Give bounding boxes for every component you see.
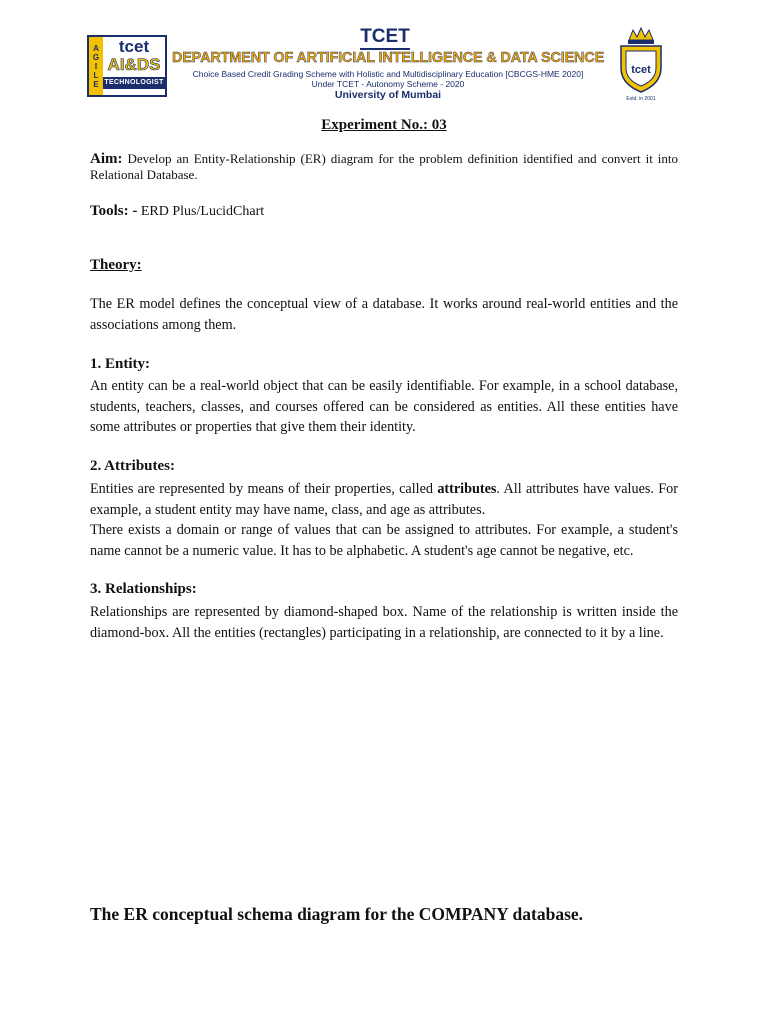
- aim-text: Develop an Entity-Relationship (ER) diagram for the problem definition identified and convert it into Relational Database.: [90, 151, 679, 182]
- theory-heading: Theory:: [90, 257, 142, 273]
- attributes-text-before: Entities are represented by means of their properties, called: [90, 481, 438, 497]
- attributes-text2: There exists a domain or range of values that can be assigned to attributes. For example, a student's name cannot be a numeric value. It has to be alphabetic. A student's age cannot be negative, etc.: [90, 522, 678, 560]
- seal-estd: Estd. in 2001: [626, 96, 656, 102]
- aim-section: [90, 151, 678, 183]
- seal-text: tcet: [631, 64, 651, 76]
- attributes-text-after: . All attributes have values. For example, a student entity may have name, class, and age as attributes.: [90, 481, 678, 518]
- agile-label: A G I L E: [89, 37, 103, 95]
- tools-label: Tools: -: [90, 203, 138, 219]
- entity-text: An entity can be a real-world object that can be easily identifiable. For example, in a school database, students, teachers, classes, and courses offered can be considered as entities. All these entities have some attributes or properties that give them their identity.: [90, 378, 678, 436]
- attributes-text: [90, 479, 678, 562]
- header-scheme-line2: Under TCET - Autonomy Scheme - 2020: [311, 79, 465, 89]
- relationships-heading: 3. Relationships:: [90, 581, 197, 597]
- header-scheme-line1: Choice Based Credit Grading Scheme with Holistic and Multidisciplinary Education [CBCGS-HME 2020]: [192, 69, 584, 79]
- tcet-aids-logo: [87, 35, 167, 97]
- relationships-text: Relationships are represented by diamond-shaped box. Name of the relationship is written inside the diamond-box. All the entities (rectangles) participating in a relationship, are connected to it by a line.: [90, 604, 678, 641]
- entity-heading: 1. Entity:: [90, 356, 150, 372]
- aim-label: Aim:: [90, 151, 123, 167]
- er-diagram-caption: The ER conceptual schema diagram for the COMPANY database.: [90, 904, 584, 924]
- attributes-heading: 2. Attributes:: [90, 458, 175, 474]
- header-tcet: TCET: [360, 26, 410, 50]
- tools-section: [90, 203, 678, 220]
- experiment-title: Experiment No.: 03: [321, 117, 447, 133]
- attributes-bold-word: attributes: [437, 481, 497, 497]
- logo-line1: tcet: [118, 37, 150, 56]
- logo-line3: TECHNOLOGIST: [103, 77, 165, 89]
- tools-text: ERD Plus/LucidChart: [140, 204, 265, 219]
- header-university: University of Mumbai: [334, 89, 442, 101]
- tcet-seal-logo: [615, 26, 667, 102]
- logo-line2: AI&DS: [107, 55, 161, 74]
- theory-intro: The ER model defines the conceptual view of a database. It works around real-world entities and the associations among them.: [90, 296, 678, 333]
- header-department: DEPARTMENT OF ARTIFICIAL INTELLIGENCE & DATA SCIENCE: [171, 50, 605, 66]
